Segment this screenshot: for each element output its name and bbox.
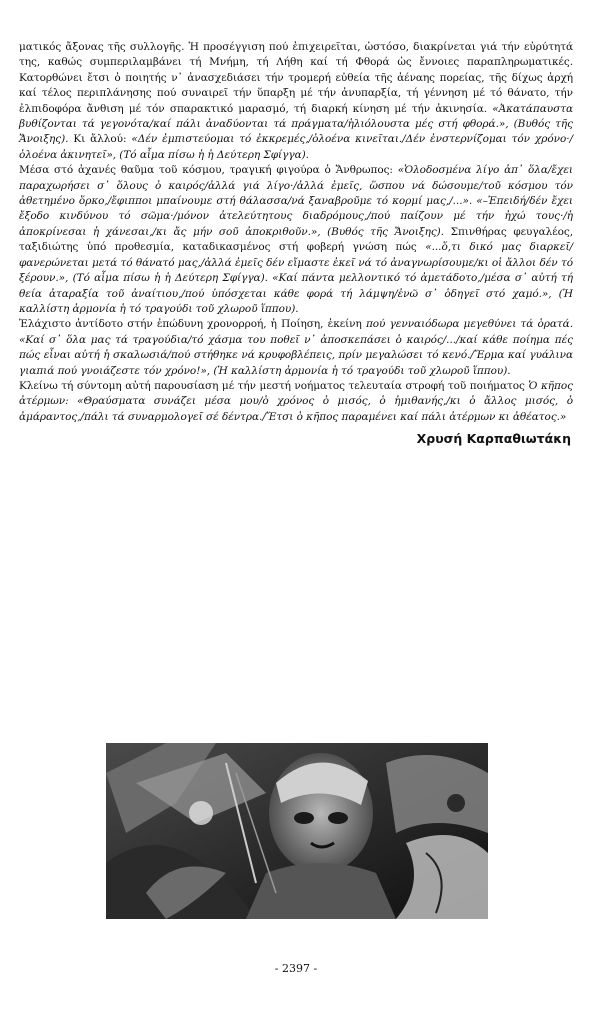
quotation-text: «Δέν ἐμπιστεύομαι τό ἐκκρεμές,/ὁλοένα κινεῖται./Δέν ἐνστερνίζομαι τόν χρόνο·/ὁλοένα ἀκινητεῖ», (Τό αἷμα πίσω ἡ ἡ Δεύτερη Σφίγγα).: [19, 133, 573, 161]
paragraph: [19, 163, 573, 317]
quotation-text: «Ἀκατάπαυστα βυθίζονται τά γεγονότα/καί πάλι ἀναδύονται τά πράγματα/ἡλιόλουστα μές στή φθορά.», (Βυθός τῆς Ἄνοιξης).: [19, 102, 573, 146]
quotation-text: «Ὁλοδοσμένα λίγο ἀπ᾽ ὅλα/ἔχει παραχωρήσει σ᾽ ὅλους ὁ καιρός/ἀλλά γιά λίγο·/ἀλλά ἐμεῖς, ὥσπου νά δώσουμε/τοῦ κόσμου τόν ἀθετημένο ὅρκο,/ἔφιπποι μπαίνουμε στή θάλασσα/νά ξαναβροῦμε τό κορμί μας,/...». «–Ἐπειδή/δέν ἔχει ἔξοδο κινδύνου τό σῶμα·/μόνον ἀτελεύτητους διαδρόμους,/πού παίζουν μέ τήν ἠχώ τους·/ἡ ἀποκρίνεσαι ἡ χάνεσαι,/κι ἄς μήν σοῦ ἀποκριθοῦν.», (Βυθός τῆς Ἄνοιξης).: [19, 164, 573, 238]
article-page: [19, 40, 573, 446]
body-text-run: Ἐλάχιστο ἀντίδοτο στήν ἐπώδυνη χρονορροή, ἡ Ποίηση, ἐκείνη: [19, 318, 366, 331]
page-number: - 2397 -: [274, 962, 318, 975]
illustration: [106, 743, 488, 919]
body-text-run: Σπινθήρας φευγαλέος, ταξιδιώτης ὑπό προθεσμία, καταδικασμένος στή φοβερή γνώση πώς: [19, 225, 573, 254]
paragraph: [19, 379, 573, 425]
body-text-run: Κι ἄλλού:: [68, 133, 132, 146]
body-text-run: Μέσα στό ἀχανές θαῦμα τοῦ κόσμου, τραγική φιγούρα ὁ Ἄνθρωπος:: [19, 164, 398, 177]
illustration-artwork: [106, 743, 488, 919]
body-text-run: ματικός ἄξονας τῆς συλλογῆς. Ἡ προσέγγιση πού ἐπιχειρεῖται, ὡστόσο, διακρίνεται γιά τήν εὐρύτητά της, καθώς συμπεριλαμβάνει τή Μνήμη, τή Λήθη καί τή Φθορά ὡς ἔννοιες παραπληρωματικές. Κατορθώνει ἔτσι ὁ ποιητής ν᾽ ἀνασχεδιάσει τήν τρομερή εὐθεία τῆς ἀέναης πορείας, τῆς δίχως ἀρχή καί τέλος περιπλάνησης πού συναιρεῖ τήν ὕπαρξη μέ τήν ἀνυπαρξία, τή γέννηση μέ τό θάνατο, τήν ἐλπιδοφόρα ἄνθιση μέ τόν σπαρακτικό μαρασμό, τή διαρκή κίνηση μέ τήν ἀκινησία.: [19, 41, 573, 115]
quotation-text: «...ὅ,τι δικό μας διαρκεῖ/φανερώνεται μετά τό θάνατό μας,/ἀλλά ἐμεῖς δέν εἴμαστε ἐκεῖ νά τό ἀναγνωρίσουμε/κι οἱ ἄλλοι δέν τό ξέρουν.», (Τό αἷμα πίσω ἡ ἡ Δεύτερη Σφίγγα). «Καί πάντα μελλοντικό τό ἀμετάδοτο,/μέσα σ᾽ αὐτή τή θεία ἀταραξία τοῦ ἀναίτιου,/πού ὑπόσχεται κάθε φορά τή λάμψη/ἐνῶ σ᾽ ὁδηγεῖ στό χαμό.», (Ἡ καλλίστη ἁρμονία ἡ τό τραγούδι τοῦ χλωροῦ ἵππου).: [19, 241, 573, 315]
article-body: [19, 40, 573, 425]
quotation-text: Ὁ κῆπος ἀτέρμων: «Θραύσματα συνάζει μέσα μου/ὁ χρόνος ὁ μισός, ὁ ἡμιθανής,/κι ὁ ἄλλος μισός, ὁ ἀμάραντος,/πάλι τά συναρμολογεῖ σέ δέντρα./Ἔτσι ὁ κῆπος παραμένει καί πάλι ἀτέρμων κι ἀθέατος.»: [19, 379, 573, 423]
paragraph: [19, 317, 573, 379]
quotation-text: πού γενναιόδωρα μεγεθύνει τά ὁρατά. «Καί σ᾽ ὅλα μας τά τραγούδια/τό χάσμα του ποθεῖ ν᾽ ἀποσκεπάσει ὁ καιρός/.../καί κάθε ποίημα πές πώς εἶναι αὐτή ἡ σκαλωσιά/πού στήθηκε νά κρυφοβλέπεις, πρίν μεγαλώσει τό κενό./Ἔρμα καί γυάλινα γιαπιά πού γνοιάζεστε τόν χρόνο!», (Ἡ καλλίστη ἁρμονία ἡ τό τραγούδι τοῦ χλωροῦ ἵππου).: [19, 318, 573, 377]
paragraph: [19, 40, 573, 163]
body-text-run: Κλείνω τή σύντομη αὐτή παρουσίαση μέ τήν μεστή νοήματος τελευταία στροφή τοῦ ποιήματος: [19, 379, 529, 392]
author-signature: Χρυσή Καρπαθιωτάκη: [416, 431, 571, 447]
